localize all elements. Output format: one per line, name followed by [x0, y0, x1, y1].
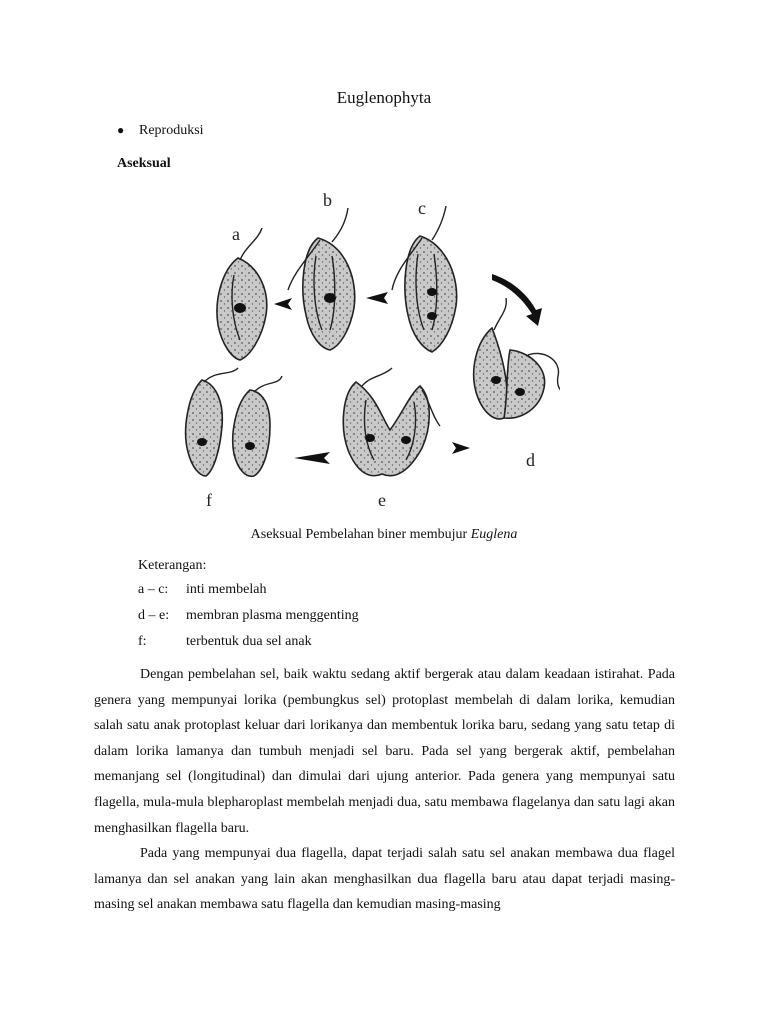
bullet-text: Reproduksi [139, 123, 204, 138]
legend-text: inti membelah [186, 582, 267, 597]
paragraph: Dengan pembelahan sel, baik waktu sedang aktif bergerak atau dalam keadaan istirahat. Pada genera yang mempunyai lorika (pembungkus sel) protoplast membelah di dalam lorika, kemudian salah satu anak protoplast keluar dari lorikanya dan membentuk lorika baru, sedang yang satu tetap di dalam lorika lamanya dan tumbuh menjadi sel baru. Pada sel yang bergerak aktif, pembelahan memanjang sel (longitudinal) dan dimulai dari ujung anterior. Pada genera yang mempunyai satu flagella, mula-mula blepharoplast membelah menjadi dua, satu membawa flagelanya dan satu lagi akan menghasilkan flagella baru. [94, 667, 675, 836]
figure-caption [0, 527, 768, 543]
caption-text: Aseksual Pembelahan biner membujur [250, 527, 471, 542]
legend-row [138, 608, 359, 634]
bullet-icon: ● [117, 123, 125, 137]
nucleus-a [234, 303, 246, 313]
nucleus-b [324, 293, 336, 303]
cell-d-left [474, 328, 507, 419]
nucleus-c [427, 288, 437, 296]
legend-heading: Keterangan: [138, 558, 207, 573]
cell-f-right [233, 390, 270, 476]
arrow-b-c [366, 292, 388, 304]
page-title: Euglenophyta [336, 88, 432, 107]
label-b: b [323, 190, 332, 210]
cell-f-left [186, 380, 223, 476]
caption-italic: Euglena [470, 527, 518, 542]
section-heading: Aseksual [117, 156, 171, 171]
label-d: d [526, 450, 535, 470]
label-a: a [232, 224, 240, 244]
legend-key: a – c: [138, 582, 169, 597]
body-text [94, 662, 675, 918]
arrow-a-b [274, 298, 292, 310]
nucleus-f [197, 438, 207, 446]
cell-e [343, 382, 429, 476]
nucleus-e [365, 434, 375, 442]
label-f: f [206, 490, 212, 510]
bullet-item [117, 123, 204, 139]
legend-key: f: [138, 634, 147, 649]
legend-text: membran plasma menggenting [186, 608, 359, 623]
label-e: e [378, 490, 386, 510]
legend-text: terbentuk dua sel anak [186, 634, 312, 649]
arrow-d-e [452, 442, 470, 454]
label-c: c [418, 198, 426, 218]
paragraph: Pada yang mempunyai dua flagella, dapat terjadi salah satu sel anakan membawa dua flagel lamanya dan sel anakan yang lain akan menghasilkan dua flagella baru atau dapat terjadi masing-masing sel anakan membawa satu flagella dan kemudian masing-masing [94, 846, 675, 913]
legend [138, 558, 359, 660]
cell-d-right [504, 350, 545, 418]
euglena-division-figure [170, 180, 560, 510]
nucleus-d [491, 376, 501, 384]
legend-row [138, 582, 359, 608]
legend-row [138, 634, 359, 660]
arrow-e-f [294, 452, 330, 464]
legend-key: d – e: [138, 608, 170, 623]
